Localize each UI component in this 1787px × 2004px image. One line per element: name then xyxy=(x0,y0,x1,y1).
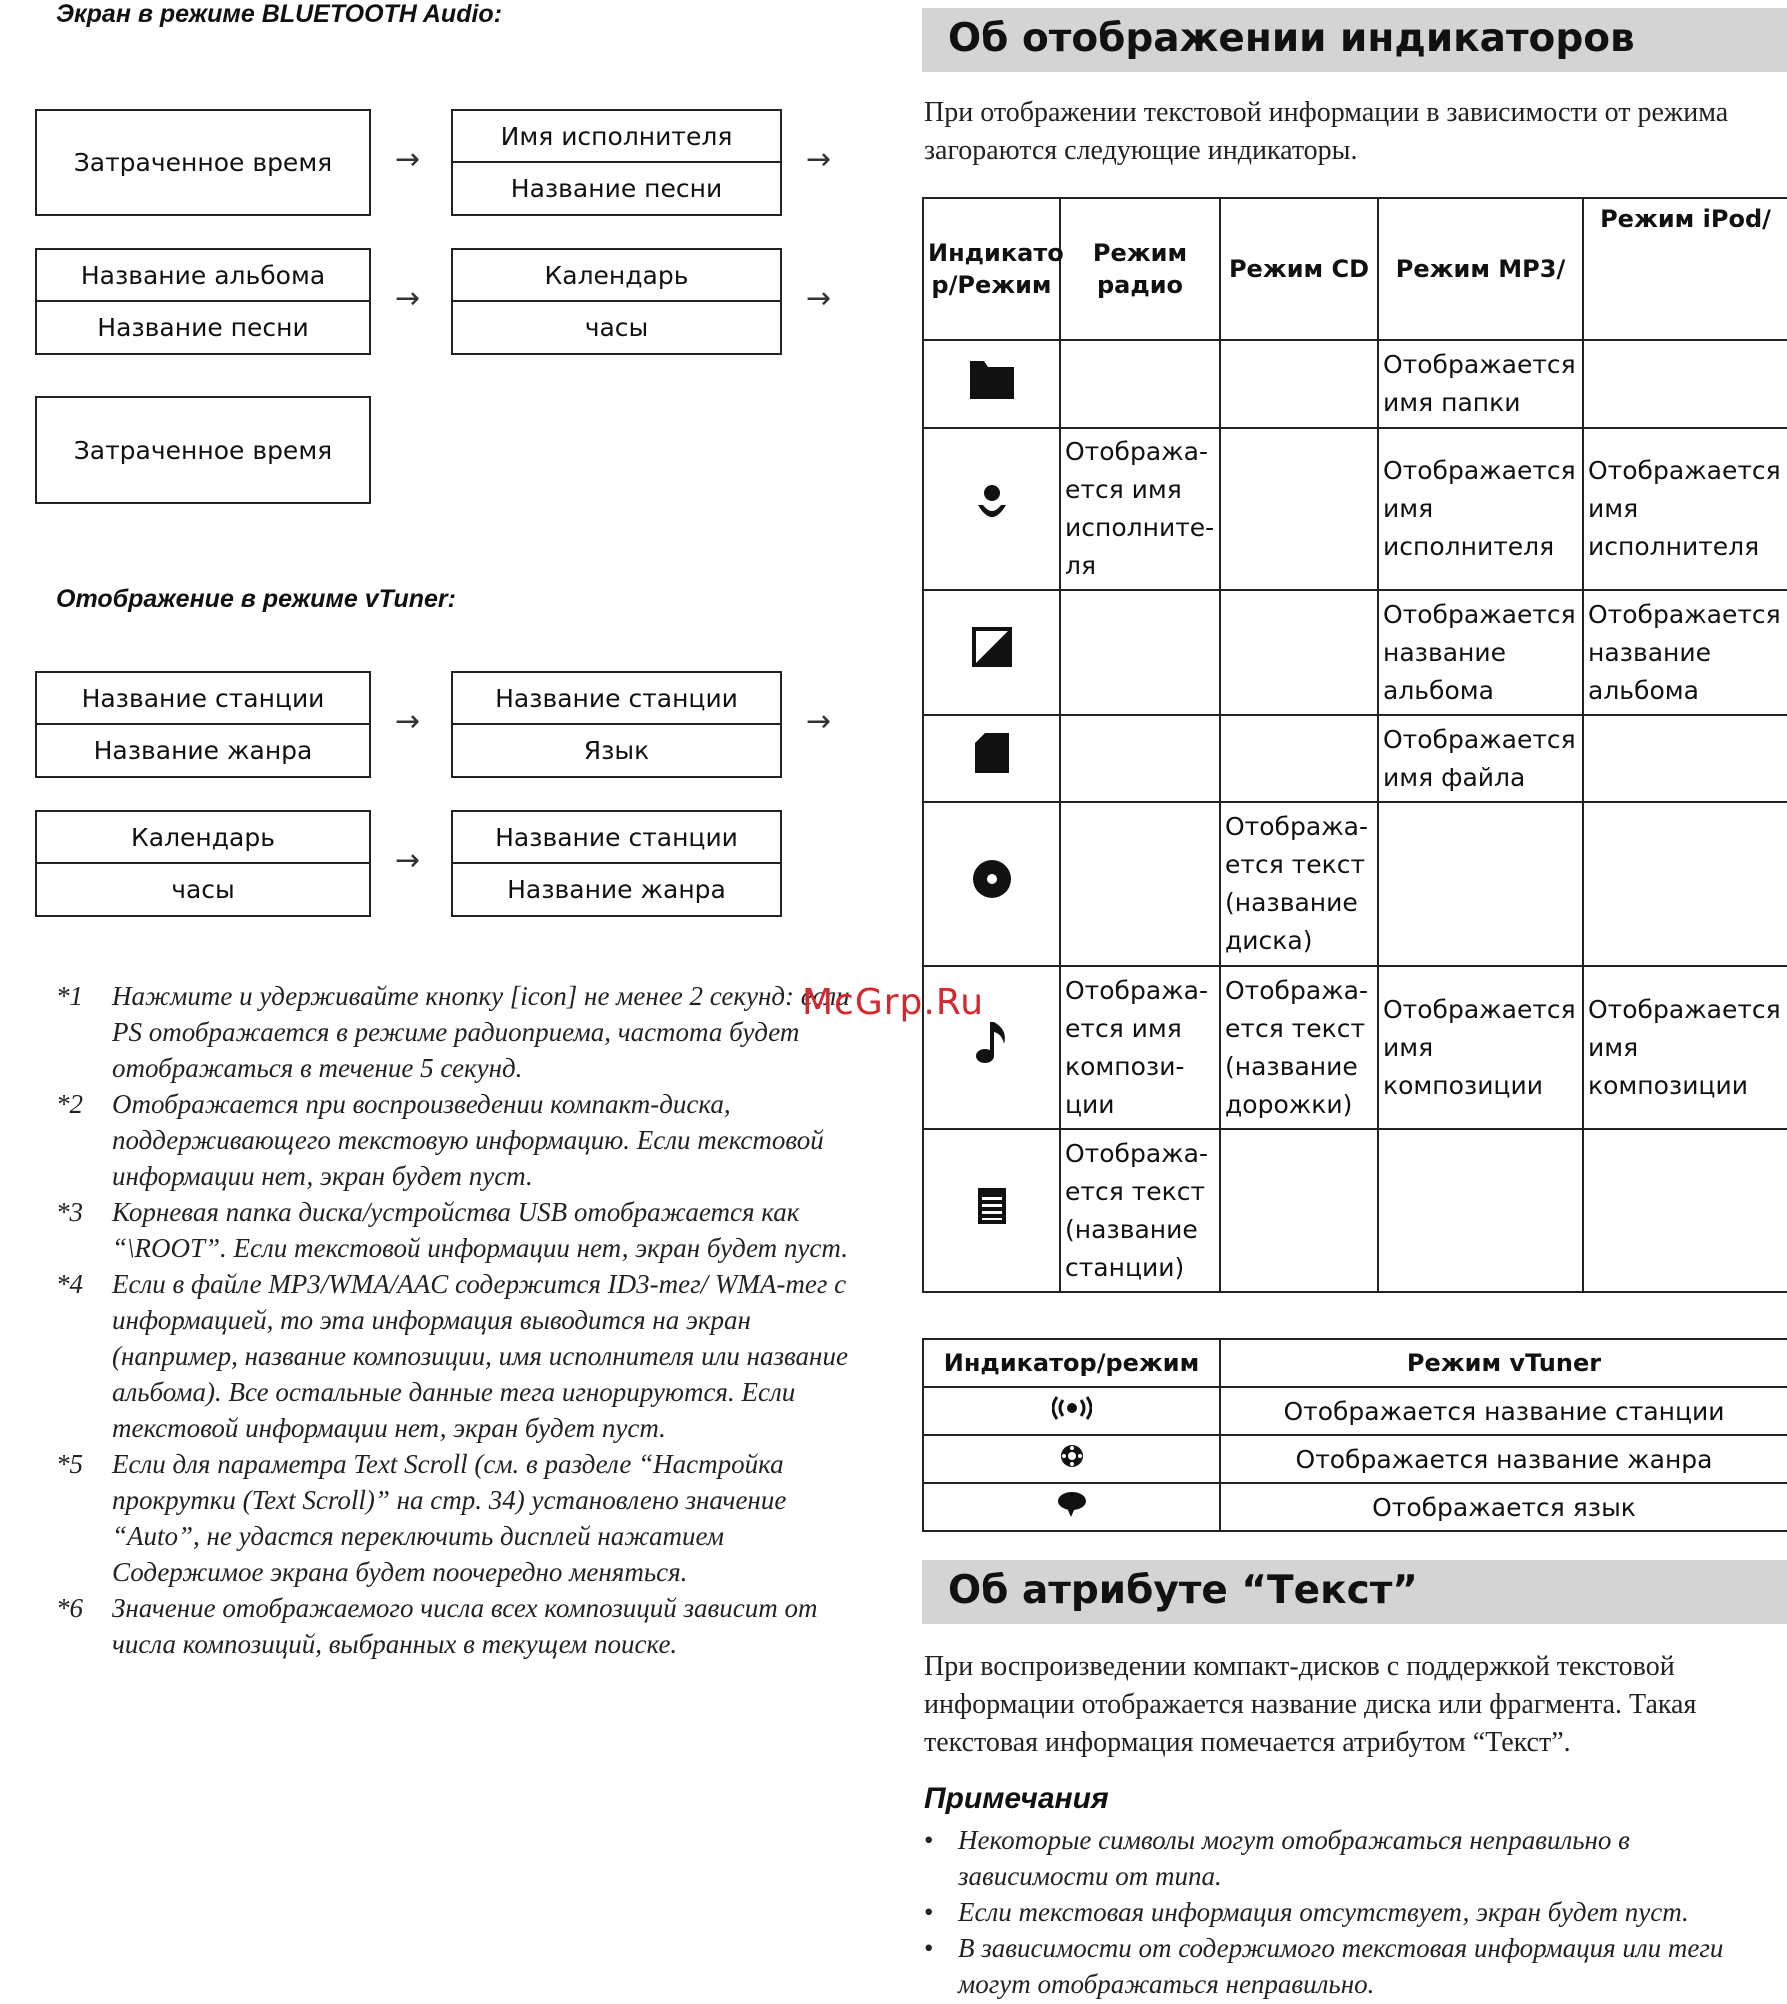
footnote-mark: *5 xyxy=(56,1449,83,1479)
col-header: Режим CD xyxy=(1220,198,1378,340)
vt-box-genre2: Название жанра xyxy=(453,862,780,915)
list-item-text: Если текстовая информация отсутствует, экран будет пуст. xyxy=(958,1897,1689,1927)
list-item xyxy=(924,1822,1784,1894)
footnote-text: Корневая папка диска/устройства USB отображается как “\ROOT”. Если текстовой информации нет, экран будет пуст. xyxy=(112,1197,848,1263)
list-item-text: Некоторые символы могут отображаться неправильно в зависимости от типа. xyxy=(958,1825,1630,1891)
col-header: Режим радио xyxy=(1060,198,1220,340)
table-cell: Отображается название альбома xyxy=(1378,590,1583,715)
file-icon xyxy=(923,715,1060,802)
table-cell: Отображается имя файла xyxy=(1378,715,1583,802)
genre-icon xyxy=(923,1435,1220,1483)
vt-box-station-genre xyxy=(35,671,371,778)
language-icon xyxy=(923,1483,1220,1531)
footnote-mark: *3 xyxy=(56,1197,83,1227)
vt-box-station3: Название станции xyxy=(495,822,738,852)
footnotes xyxy=(56,978,856,1662)
table-row xyxy=(923,802,1787,966)
disc-icon xyxy=(923,802,1060,966)
table-cell xyxy=(1220,590,1378,715)
bt-box-clock: часы xyxy=(453,300,780,353)
table-cell xyxy=(1060,715,1220,802)
arrow: → xyxy=(806,704,832,739)
table-cell: Отображается название жанра xyxy=(1220,1435,1787,1483)
table-cell: Отобража- ется текст (название диска) xyxy=(1220,802,1378,966)
bluetooth-title: Экран в режиме BLUETOOTH Audio: xyxy=(56,0,503,28)
footnote-mark: *6 xyxy=(56,1593,83,1623)
list-item xyxy=(924,1894,1784,1930)
table-cell: Отображается язык xyxy=(1220,1483,1787,1531)
arrow: → xyxy=(395,843,421,878)
table-cell: Отображается название станции xyxy=(1220,1387,1787,1435)
table-cell: Отобража- ется текст (название дорожки) xyxy=(1220,966,1378,1129)
footnote xyxy=(56,1590,856,1662)
table-cell: Отображается имя папки xyxy=(1378,340,1583,428)
table-cell: Отобража- ется текст (название станции) xyxy=(1060,1129,1220,1292)
vt-box-clock: часы xyxy=(37,862,369,915)
bt-box-album: Название альбома xyxy=(80,260,326,290)
indicator-table xyxy=(922,197,1787,1293)
arrow: → xyxy=(395,281,421,316)
section1-heading-band xyxy=(922,8,1787,72)
table-row xyxy=(923,428,1787,590)
table-cell xyxy=(1220,428,1378,590)
table-cell: Отображается имя композиции xyxy=(1378,966,1583,1129)
table-cell: Отображается имя исполнителя xyxy=(1583,428,1787,590)
section2-intro: При воспроизведении компакт-дисков с поддержкой текстовой информации отображается название диска или фрагмента. Такая текстовая информация помечается атрибутом “Текст”. xyxy=(924,1651,1697,1758)
col-header: Режим vTuner xyxy=(1220,1339,1787,1387)
footnote xyxy=(56,978,856,1086)
footnote xyxy=(56,1194,856,1266)
table-cell xyxy=(1220,340,1378,428)
table-cell: Отображается название альбома xyxy=(1583,590,1787,715)
vt-box-station-genre2 xyxy=(451,810,782,917)
bt-box-elapsed2-label: Затраченное время xyxy=(73,435,333,465)
footnote xyxy=(56,1086,856,1194)
table-row xyxy=(923,966,1787,1129)
section2-heading: Об атрибуте “Текст” xyxy=(948,1568,1418,1613)
col-header: Режим MP3/ xyxy=(1378,198,1583,340)
notes-title: Примечания xyxy=(924,1782,1109,1815)
arrow: → xyxy=(806,281,832,316)
table-cell xyxy=(1583,715,1787,802)
footnote xyxy=(56,1266,856,1446)
vt-box-calendar: Календарь xyxy=(131,822,275,852)
list-item-text: В зависимости от содержимого текстовая информация или теги могут отображаться неправильно. xyxy=(958,1933,1724,1999)
vt-box-language: Язык xyxy=(453,723,780,776)
footnote-text: Нажмите и удерживайте кнопку [icon] не менее 2 секунд: если PS отображается в режиме радиоприема, частота будет отображаться в течение 5 секунд. xyxy=(112,981,850,1083)
memo-icon xyxy=(923,1129,1060,1292)
table-cell xyxy=(1583,1129,1787,1292)
footnote-mark: *2 xyxy=(56,1089,83,1119)
table-row xyxy=(923,1387,1787,1435)
table-cell xyxy=(1220,715,1378,802)
table-cell xyxy=(1583,340,1787,428)
table-cell xyxy=(1060,340,1220,428)
footnote-mark: *4 xyxy=(56,1269,83,1299)
list-item xyxy=(924,1930,1784,2002)
bt-box-elapsed2 xyxy=(35,396,371,504)
table-cell xyxy=(1060,590,1220,715)
bt-box-calendar-clock xyxy=(451,248,782,355)
bt-box-album-song xyxy=(35,248,371,355)
artist-icon xyxy=(923,428,1060,590)
bt-box-elapsed xyxy=(35,109,371,216)
vt-box-station: Название станции xyxy=(81,683,325,713)
table-cell xyxy=(1378,802,1583,966)
table-row xyxy=(923,715,1787,802)
footnote xyxy=(56,1446,856,1590)
arrow: → xyxy=(806,142,832,177)
bullet: • xyxy=(924,1933,934,1963)
bt-box-elapsed-label: Затраченное время xyxy=(73,148,333,177)
notes-list xyxy=(924,1822,1784,2002)
footnote-text: Если для параметра Text Scroll (см. в разделе “Настройка прокрутки (Text Scroll)” на стр. 34) установлено значение “Auto”, не удастся переключить дисплей нажатием Содержимое экрана будет поочередно меняться. xyxy=(112,1449,787,1587)
table-cell xyxy=(1583,802,1787,966)
table-row xyxy=(923,340,1787,428)
table-cell: Отображается имя исполнителя xyxy=(1378,428,1583,590)
table-row xyxy=(923,1129,1787,1292)
table-cell xyxy=(1220,1129,1378,1292)
table-row xyxy=(923,1435,1787,1483)
album-icon xyxy=(923,590,1060,715)
col-header: Индикато р/Режим xyxy=(923,198,1060,340)
table-cell xyxy=(1378,1129,1583,1292)
table-cell: Отобража- ется имя исполните- ля xyxy=(1060,428,1220,590)
footnote-text: Если в файле MP3/WMA/AAC содержится ID3-тег/ WMA-тег с информацией, то эта информация выводится на экран (например, название композиции, имя исполнителя или название альбома). Все остальные данные тега игнорируются. Если текстовой информации нет, экран будет пуст. xyxy=(112,1269,848,1443)
col-header: Индикатор/режим xyxy=(923,1339,1220,1387)
bt-box-artist: Имя исполнителя xyxy=(500,121,733,151)
table-cell: Отобража- ется имя компози- ции xyxy=(1060,966,1220,1129)
folder-icon xyxy=(923,340,1060,428)
vt-box-station2: Название станции xyxy=(495,683,738,713)
arrow: → xyxy=(395,704,421,739)
section1-intro: При отображении текстовой информации в зависимости от режима загораются следующие индикаторы. xyxy=(924,97,1729,166)
section2-heading-band xyxy=(922,1560,1787,1624)
watermark: McGrp.Ru xyxy=(802,982,985,1023)
bt-box-song: Название песни xyxy=(453,161,780,214)
vt-box-genre: Название жанра xyxy=(37,723,369,776)
vtuner-title: Отображение в режиме vTuner: xyxy=(56,585,456,613)
vt-box-station-language xyxy=(451,671,782,778)
station-icon xyxy=(923,1387,1220,1435)
table-cell xyxy=(1060,802,1220,966)
table-row xyxy=(923,1483,1787,1531)
arrow: → xyxy=(395,142,421,177)
bullet: • xyxy=(924,1897,934,1927)
note-icon xyxy=(923,966,1060,1129)
vtuner-table xyxy=(922,1338,1787,1532)
table-row xyxy=(923,590,1787,715)
bt-box-artist-song xyxy=(451,109,782,216)
bt-box-song2: Название песни xyxy=(37,300,369,353)
footnote-text: Отображается при воспроизведении компакт-диска, поддерживающего текстовую информацию. Если текстовой информации нет, экран будет пуст. xyxy=(112,1089,824,1191)
footnote-text: Значение отображаемого числа всех композиций зависит от числа композиций, выбранных в текущем поиске. xyxy=(112,1593,818,1659)
col-header: Режим iPod/ xyxy=(1583,198,1787,340)
bullet: • xyxy=(924,1825,934,1855)
vt-box-calendar-clock xyxy=(35,810,371,917)
table-cell: Отображается имя композиции xyxy=(1583,966,1787,1129)
bt-box-calendar: Календарь xyxy=(544,260,689,290)
section1-heading: Об отображении индикаторов xyxy=(948,16,1635,61)
footnote-mark: *1 xyxy=(56,981,83,1011)
